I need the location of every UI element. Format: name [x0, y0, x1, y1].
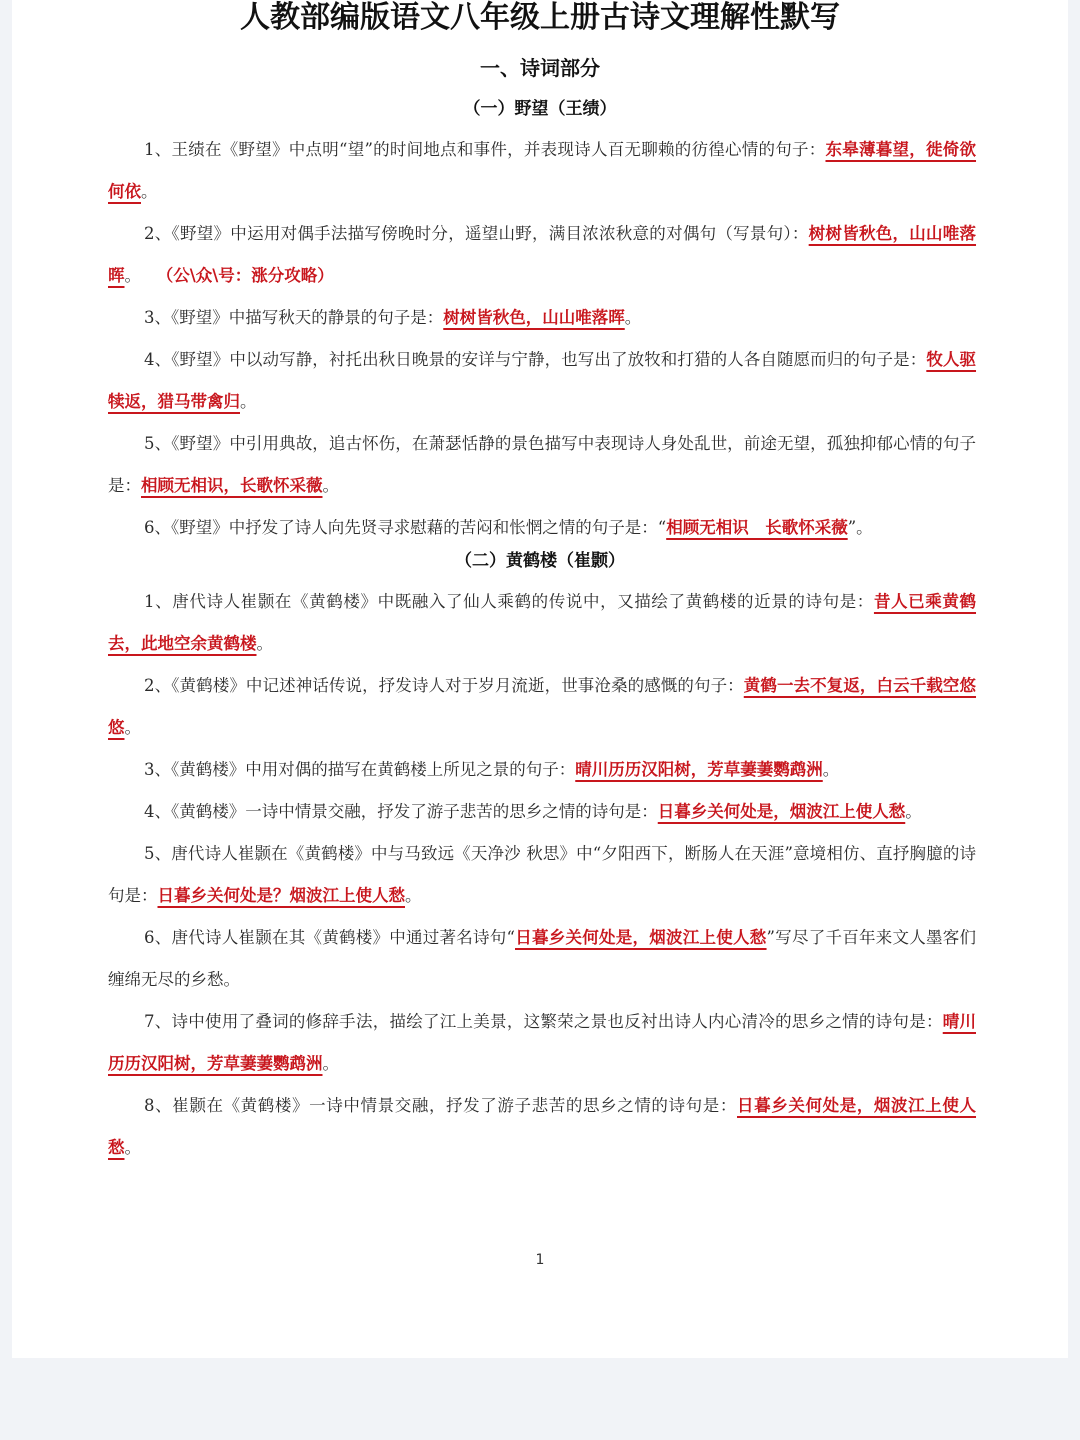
question-tail: 。	[124, 718, 141, 737]
question-tail: 。	[905, 802, 922, 821]
question-prompt: 6、《野望》中抒发了诗人向先贤寻求慰藉的苦闷和怅惘之情的句子是：“	[144, 518, 667, 537]
answer-text: 相顾无相识 长歌怀采薇	[666, 518, 848, 537]
question-prompt: 4、《野望》中以动写静，衬托出秋日晚景的安详与宁静，也写出了放牧和打猎的人各自随愿而归的句子是：	[144, 350, 927, 369]
answer-text: 牧人驱犊返，猎马带禽归	[108, 350, 977, 411]
question-item	[108, 213, 976, 297]
question-tail: 。	[256, 634, 273, 653]
question-prompt: 8、崔颢在《黄鹤楼》一诗中情景交融，抒发了游子悲苦的思乡之情的诗句是：	[144, 1096, 738, 1115]
answer-text: 树树皆秋色，山山唯落晖	[443, 308, 625, 327]
question-item	[108, 507, 976, 549]
question-prompt: 2、《黄鹤楼》中记述神话传说，抒发诗人对于岁月流逝，世事沧桑的感慨的句子：	[144, 676, 744, 695]
answer-text: 日暮乡关何处是，烟波江上使人愁	[108, 1096, 977, 1157]
question-prompt: 1、唐代诗人崔颢在《黄鹤楼》中既融入了仙人乘鹤的传说中，又描绘了黄鹤楼的近景的诗句是：	[144, 592, 874, 611]
answer-text: 晴川历历汉阳树，芳草萋萋鹦鹉洲	[108, 1012, 976, 1073]
document-page	[12, 0, 1068, 1358]
question-prompt: 1、王绩在《野望》中点明“望”的时间地点和事件，并表现诗人百无聊赖的彷徨心情的句子：	[144, 140, 826, 159]
question-list-yewang	[108, 129, 976, 549]
question-tail: 。	[322, 1054, 339, 1073]
question-item	[108, 791, 976, 833]
answer-text: 东皋薄暮望，徙倚欲何依	[108, 140, 977, 201]
question-prompt: 7、诗中使用了叠词的修辞手法，描绘了江上美景，这繁荣之景也反衬出诗人内心清冷的思乡之情的诗句是：	[144, 1012, 943, 1031]
question-item	[108, 917, 976, 1001]
question-prompt: 6、唐代诗人崔颢在其《黄鹤楼》中通过著名诗句“	[144, 928, 515, 947]
poem-heading-yewang: （一）野望（王绩）	[463, 99, 617, 119]
question-item	[108, 423, 976, 507]
question-prompt: 3、《黄鹤楼》中用对偶的描写在黄鹤楼上所见之景的句子：	[144, 760, 576, 779]
question-list-huanghelou	[108, 581, 976, 1169]
question-prompt: 2、《野望》中运用对偶手法描写傍晚时分，遥望山野，满目浓浓秋意的对偶句（写景句）：	[144, 224, 809, 243]
question-tail: 。	[124, 1138, 141, 1157]
question-tail: 。	[141, 182, 158, 201]
question-item	[108, 749, 976, 791]
promo-note: （公\众\号：涨分攻略）	[165, 266, 334, 285]
question-prompt: 5、《野望》中引用典故，追古怀伤，在萧瑟恬静的景色描写中表现诗人身处乱世，前途无望，孤独抑郁心情的句子是：	[108, 434, 976, 495]
question-tail: 。	[405, 886, 422, 905]
answer-text: 晴川历历汉阳树，芳草萋萋鹦鹉洲	[575, 760, 823, 779]
poem-heading-huanghelou: （二）黄鹤楼（崔颢）	[455, 551, 625, 571]
section-heading: 一、诗词部分	[480, 56, 600, 80]
page-number: 1	[535, 1252, 545, 1268]
answer-text: 树树皆秋色，山山唯落晖	[108, 224, 977, 285]
question-item	[108, 1001, 976, 1085]
question-item	[108, 129, 976, 213]
question-tail: ”写尽了千百年来文人墨客们缠绵无尽的乡愁。	[108, 928, 977, 989]
answer-text: 日暮乡关何处是，烟波江上使人愁	[515, 928, 767, 947]
question-item	[108, 1085, 976, 1169]
answer-text: 黄鹤一去不复返，白云千载空悠悠	[108, 676, 977, 737]
answer-text: 日暮乡关何处是？烟波江上使人愁	[157, 886, 405, 905]
question-tail: ”。	[847, 518, 873, 537]
question-item	[108, 581, 976, 665]
answer-text: 相顾无相识，长歌怀采薇	[141, 476, 323, 495]
document-title: 人教部编版语文八年级上册古诗文理解性默写	[240, 0, 840, 35]
question-prompt: 5、唐代诗人崔颢在《黄鹤楼》中与马致远《天净沙 秋思》中“夕阳西下，断肠人在天涯”意境相仿、直抒胸臆的诗句是：	[108, 844, 976, 905]
question-tail: 。	[624, 308, 642, 327]
question-prompt: 3、《野望》中描写秋天的静景的句子是：	[144, 308, 444, 327]
question-tail: 。	[822, 760, 840, 779]
answer-text: 昔人已乘黄鹤去，此地空余黄鹤楼	[108, 592, 977, 653]
question-tail: 。	[240, 392, 257, 411]
question-prompt: 4、《黄鹤楼》一诗中情景交融，抒发了游子悲苦的思乡之情的诗句是：	[144, 802, 658, 821]
question-item	[108, 665, 976, 749]
question-item	[108, 339, 976, 423]
question-item	[108, 833, 976, 917]
question-item	[108, 297, 976, 339]
question-tail: 。	[322, 476, 339, 495]
answer-text: 日暮乡关何处是，烟波江上使人愁	[657, 802, 906, 821]
question-tail: 。	[124, 266, 141, 285]
